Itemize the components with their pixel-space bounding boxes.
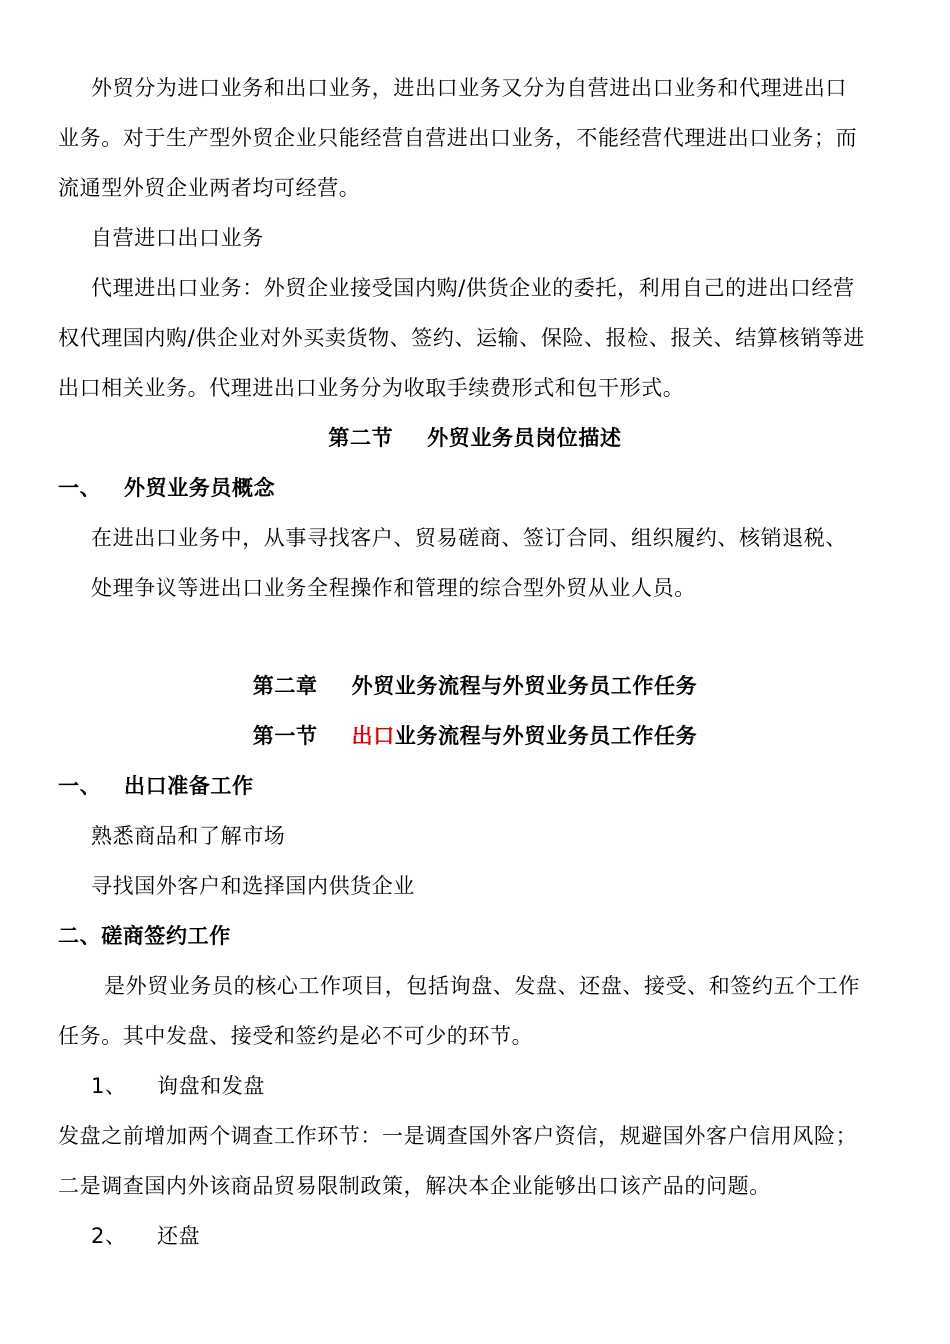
section-title: 业务流程与外贸业务员工作任务: [394, 724, 698, 748]
item-number: 1、: [91, 1074, 127, 1098]
numbered-item: [91, 1223, 931, 1249]
chapter-title: 外贸业务流程与外贸业务员工作任务: [351, 674, 698, 698]
subheading-number: 一、: [58, 476, 102, 500]
chapter-heading: [0, 673, 950, 699]
item-number: 2、: [91, 1224, 127, 1248]
subheading-title: 外贸业务员概念: [124, 476, 276, 500]
paragraph-line: 出口相关业务。代理进出口业务分为收取手续费形式和包干形式。: [58, 376, 685, 400]
chapter-label: 第二章: [252, 674, 318, 698]
subheading-number: 一、: [58, 774, 102, 798]
paragraph-line: 自营进口出口业务: [91, 226, 264, 250]
paragraph-line: 外贸分为进口业务和出口业务，进出口业务又分为自营进出口业务和代理进出口: [91, 76, 847, 100]
section-title-highlight: 出口: [351, 724, 395, 748]
section-heading: [0, 723, 950, 749]
section-heading: [0, 425, 950, 451]
item-title: 还盘: [157, 1224, 201, 1248]
subheading: [58, 475, 898, 501]
paragraph-line: 是外贸业务员的核心工作项目，包括询盘、发盘、还盘、接受、和签约五个工作: [104, 974, 860, 998]
list-item: 熟悉商品和了解市场: [91, 824, 286, 848]
paragraph-line: 二是调查国内外该商品贸易限制政策，解决本企业能够出口该产品的问题。: [58, 1174, 771, 1198]
paragraph-line: 流通型外贸企业两者均可经营。: [58, 176, 361, 200]
paragraph-line: 代理进出口业务：外贸企业接受国内购/供货企业的委托，利用自己的进出口经营: [91, 276, 855, 300]
subheading: [58, 773, 898, 799]
subheading-title: 出口准备工作: [124, 774, 254, 798]
item-title: 询盘和发盘: [157, 1074, 265, 1098]
paragraph-line: 权代理国内购/供企业对外买卖货物、签约、运输、保险、报检、报关、结算核销等进: [58, 326, 865, 350]
numbered-item: [91, 1073, 931, 1099]
list-item: 寻找国外客户和选择国内供货企业: [91, 874, 415, 898]
section-title: 外贸业务员岗位描述: [427, 426, 622, 450]
subheading: 二、磋商签约工作: [58, 924, 231, 948]
section-label: 第二节: [328, 426, 394, 450]
paragraph-line: 发盘之前增加两个调查工作环节：一是调查国外客户资信，规避国外客户信用风险；: [58, 1124, 858, 1148]
paragraph-line: 任务。其中发盘、接受和签约是必不可少的环节。: [58, 1024, 534, 1048]
paragraph-line: 在进出口业务中，从事寻找客户、贸易磋商、签订合同、组织履约、核销退税、: [91, 526, 847, 550]
paragraph-line: 处理争议等进出口业务全程操作和管理的综合型外贸从业人员。: [91, 576, 696, 600]
paragraph-line: 业务。对于生产型外贸企业只能经营自营进出口业务，不能经营代理进出口业务；而: [58, 126, 858, 150]
section-label: 第一节: [252, 724, 318, 748]
